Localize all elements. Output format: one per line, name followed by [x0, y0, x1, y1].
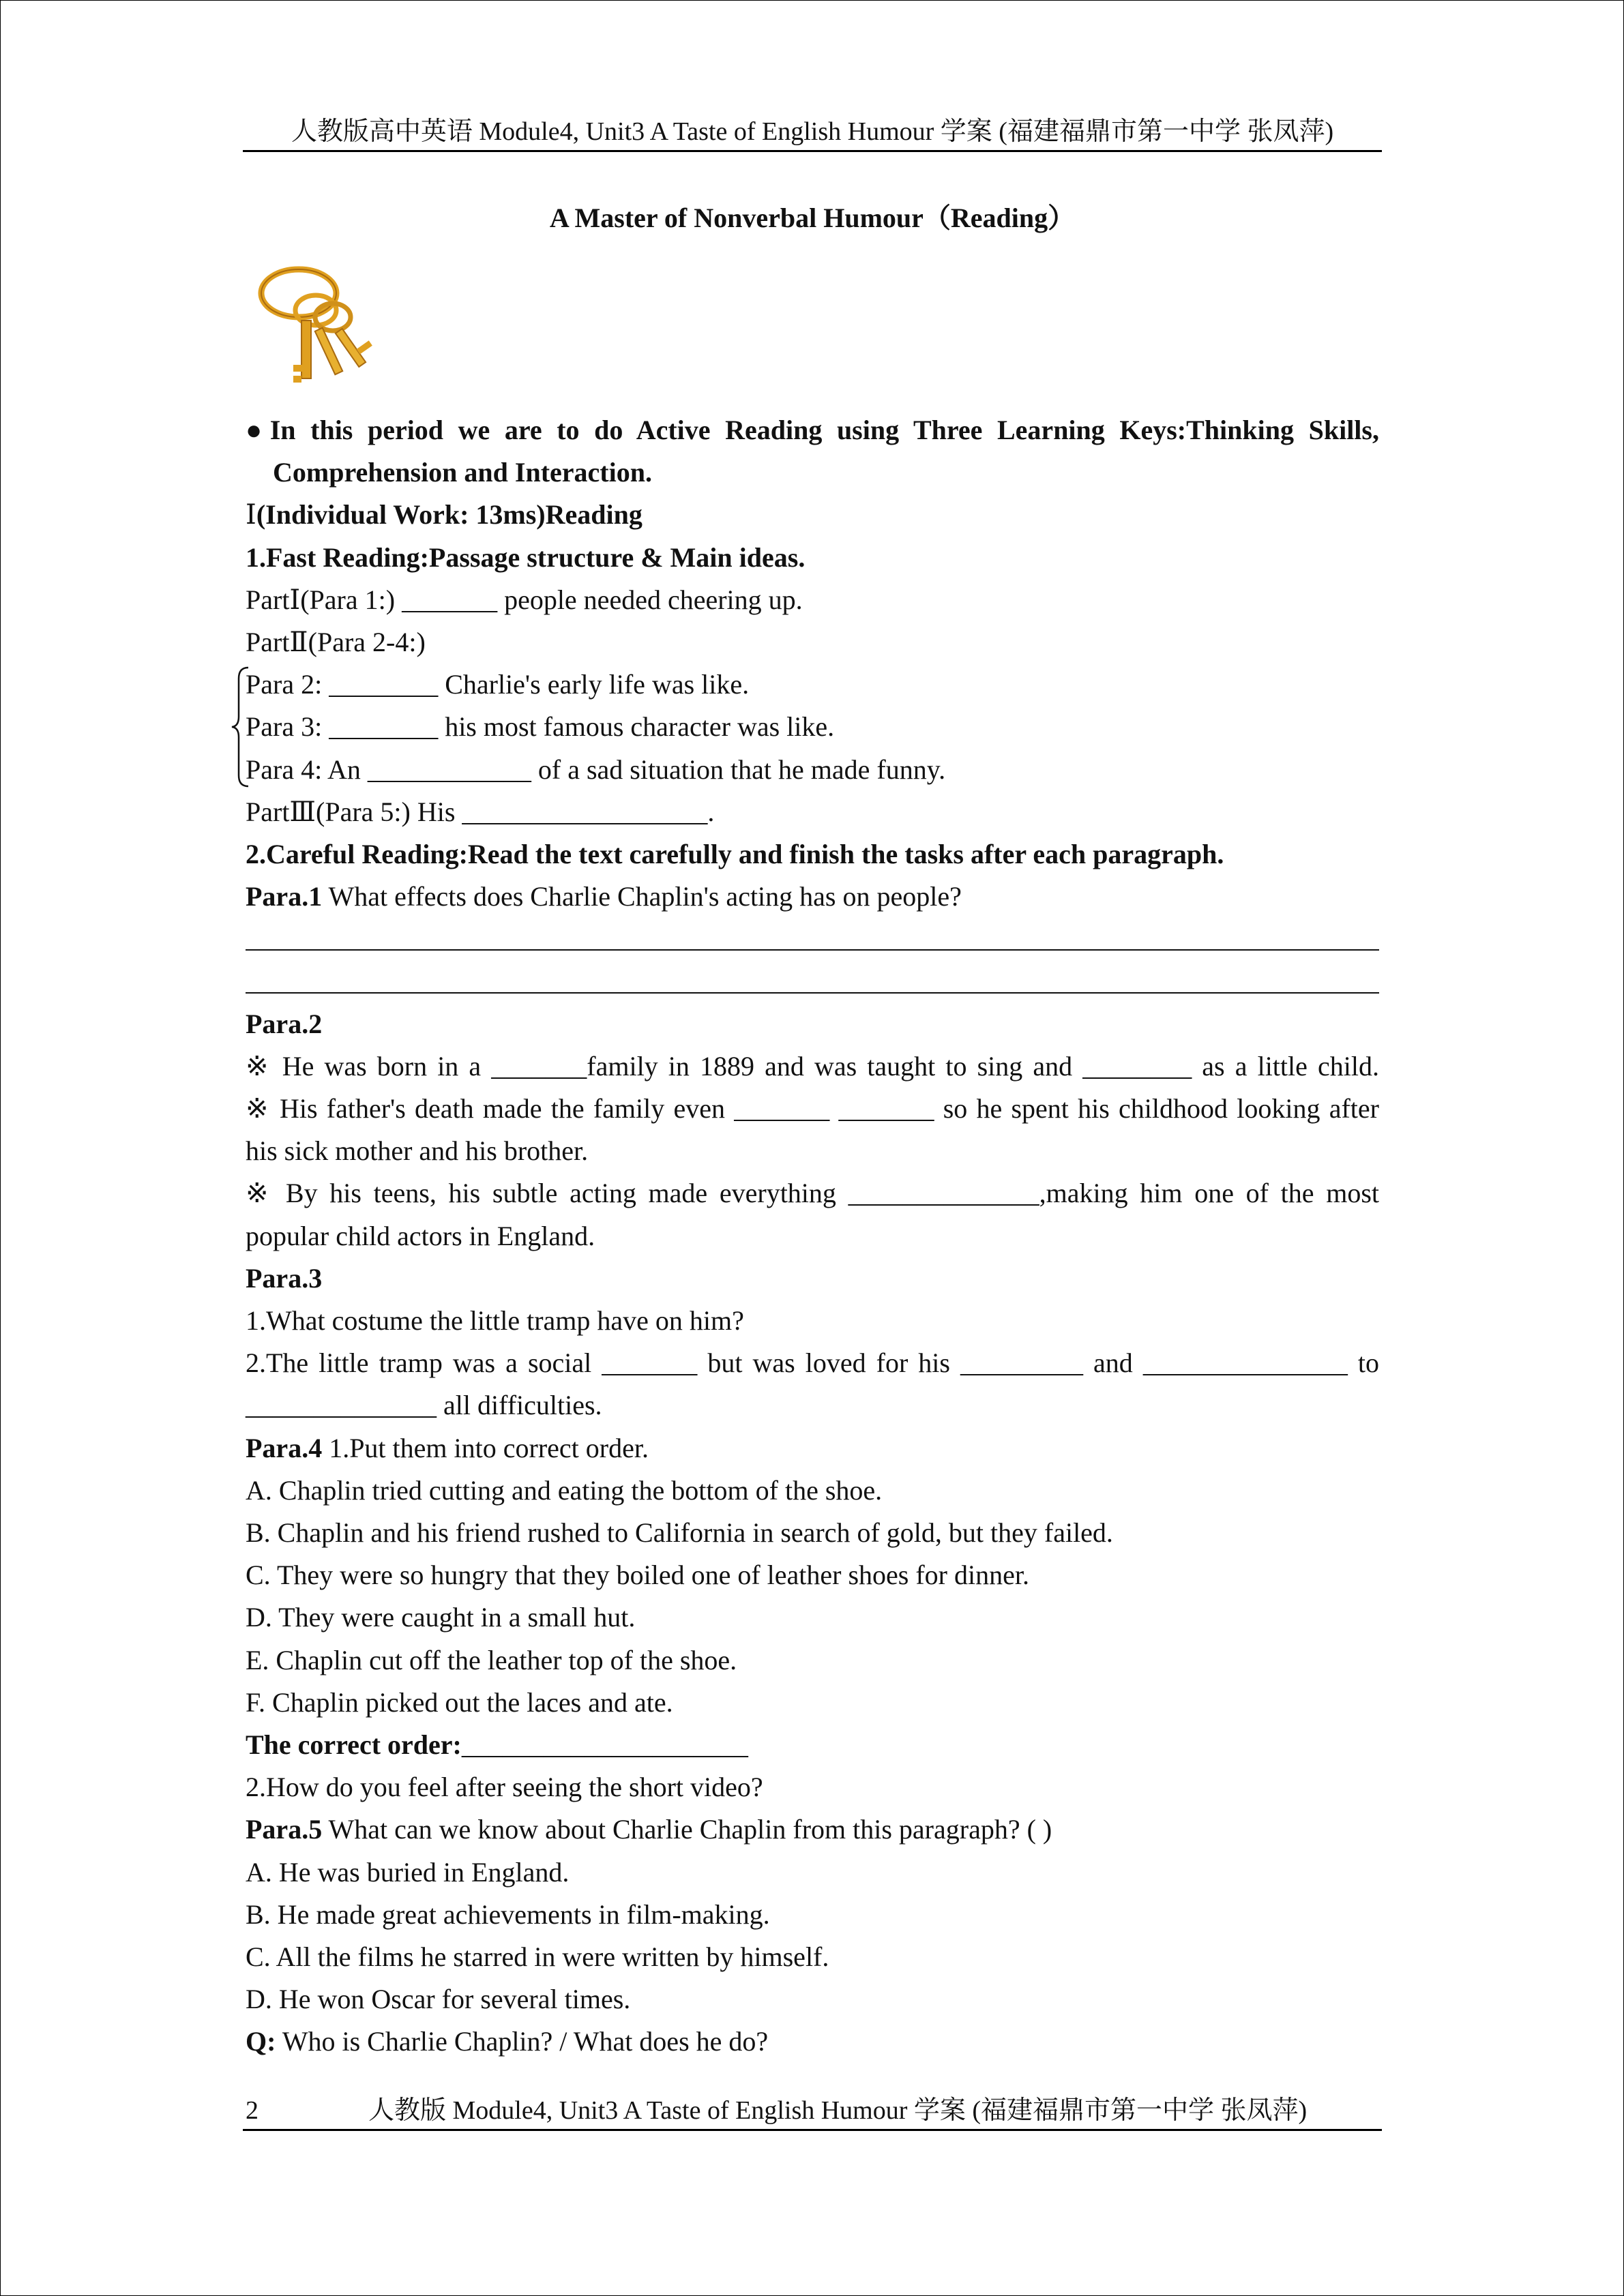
para5-option: A. He was buried in England.: [246, 1856, 570, 1888]
order-option: B. Chaplin and his friend rushed to California in search of gold, but they failed.: [246, 1517, 1113, 1548]
para5-question: [246, 1808, 1379, 1851]
para5-option: B. He made great achievements in film-making.: [246, 1898, 770, 1930]
header-text: 人教版高中英语 Module4, Unit3 A Taste of English Humour 学案 (福建福鼎市第一中学 张凤萍): [291, 117, 1334, 146]
para1-label: Para.1: [246, 881, 323, 912]
page-header: [243, 115, 1382, 152]
final-question-text: Who is Charlie Chaplin? / What does he do?: [276, 2026, 769, 2057]
para4-question-2: 2.How do you feel after seeing the short video?: [246, 1772, 763, 1803]
page-title: A Master of Nonverbal Humour（Reading）: [549, 203, 1076, 233]
fast-reading-para3: Para 3: ________ his most famous character was like.: [246, 711, 835, 743]
para2-item: ※ He was born in a _______family in 1889 and was taught to sing and ________ as a little child.: [246, 1050, 1379, 1082]
keys-icon: [251, 263, 394, 399]
careful-reading-heading: 2.Careful Reading:Read the text carefully and finish the tasks after each paragraph.: [246, 838, 1224, 869]
order-option: E. Chaplin cut off the leather top of the shoe.: [246, 1644, 737, 1675]
section-1-heading-text: (Individual Work: 13ms)Reading: [256, 499, 643, 531]
final-question: [246, 2021, 1379, 2063]
correct-order-label: The correct order:: [246, 1729, 462, 1760]
part2-paragraph-group: [246, 664, 1379, 791]
correct-order-row: [246, 1724, 1379, 1766]
page-footer: [243, 2093, 1382, 2131]
fast-reading-para2: Para 2: ________ Charlie's early life was like.: [246, 669, 750, 700]
fast-reading-part1: PartⅠ(Para 1:) _______ people needed cheering up.: [246, 584, 803, 615]
correct-order-blank[interactable]: _____________________: [461, 1729, 748, 1760]
section-1-heading: [246, 494, 1379, 536]
para5-option: C. All the films he starred in were written by himself.: [246, 1941, 829, 1972]
para2-item: ※ By his teens, his subtle acting made everything ______________,making him one of the most popular child actors in England.: [246, 1178, 1379, 1251]
order-option: D. They were caught in a small hut.: [246, 1602, 636, 1633]
para3-question-1: 1.What costume the little tramp have on him?: [246, 1305, 744, 1337]
para4-instruction: [246, 1427, 1379, 1470]
footer-text: 人教版 Module4, Unit3 A Taste of English Humour 学案 (福建福鼎市第一中学 张凤萍): [368, 2096, 1308, 2125]
fast-reading-heading: 1.Fast Reading:Passage structure & Main ideas.: [246, 541, 806, 573]
para4-label: Para.4: [246, 1432, 323, 1463]
para4-instruction-text: 1.Put them into correct order.: [322, 1432, 649, 1463]
intro-instruction: ●In this period we are to do Active Reading using Three Learning Keys:Thinking Skills, Comprehension and Interaction.: [246, 415, 1379, 488]
roman-numeral: Ⅰ: [246, 499, 256, 531]
page-number: 2: [246, 2096, 259, 2125]
fast-reading-part2: PartⅡ(Para 2-4:): [246, 626, 426, 657]
para5-option: D. He won Oscar for several times.: [246, 1984, 631, 2015]
para1-question-text: What effects does Charlie Chaplin's acting has on people?: [322, 881, 962, 912]
para2-item: ※ His father's death made the family even _______ _______ so he spent his childhood looking after his sick mother and his brother.: [246, 1093, 1379, 1167]
answer-line[interactable]: [246, 918, 1379, 960]
fast-reading-para4: Para 4: An ____________ of a sad situation that he made funny.: [246, 754, 946, 785]
para3-question-2: 2.The little tramp was a social _______ but was loved for his _________ and _______________ to ______________ all difficulties.: [246, 1347, 1379, 1421]
para3-label: Para.3: [246, 1262, 323, 1294]
para2-label: Para.2: [246, 1008, 323, 1039]
fast-reading-part3: PartⅢ(Para 5:) His __________________.: [246, 796, 715, 827]
para5-label: Para.5: [246, 1814, 323, 1845]
answer-line[interactable]: [246, 960, 1379, 1002]
order-option: A. Chaplin tried cutting and eating the bottom of the shoe.: [246, 1474, 883, 1506]
worksheet-content: [246, 409, 1379, 2063]
order-option: C. They were so hungry that they boiled one of leather shoes for dinner.: [246, 1560, 1029, 1591]
final-question-label: Q:: [246, 2026, 276, 2057]
para5-question-text: What can we know about Charlie Chaplin from this paragraph? ( ): [322, 1814, 1052, 1845]
para1-question: [246, 876, 1379, 918]
order-option: F. Chaplin picked out the laces and ate.: [246, 1686, 673, 1718]
